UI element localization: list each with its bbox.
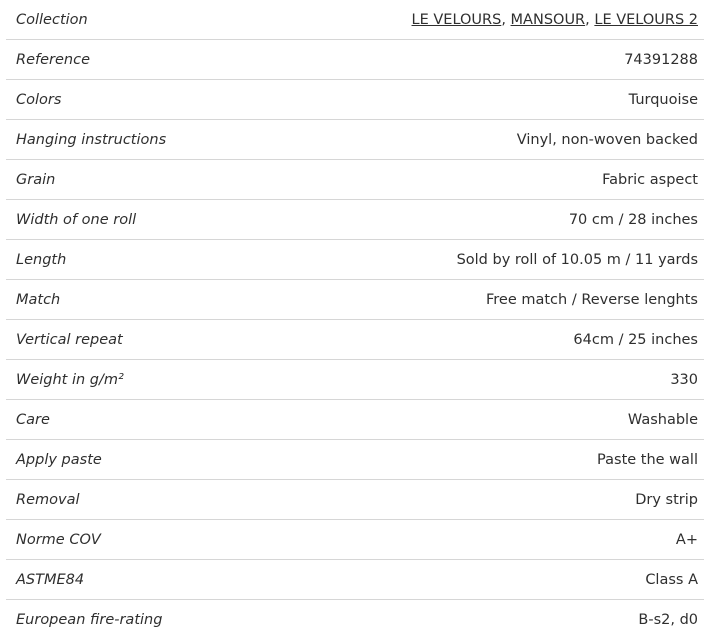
- spec-label: European fire-rating: [16, 612, 163, 628]
- spec-label: Apply paste: [16, 451, 102, 468]
- spec-value: B-s2, d0: [638, 612, 698, 628]
- spec-value: Dry strip: [635, 491, 698, 508]
- spec-row-weight: [6, 360, 704, 400]
- spec-label: Care: [16, 411, 50, 428]
- spec-label: Grain: [16, 171, 56, 188]
- spec-row-hanging-instructions: [6, 120, 704, 160]
- spec-row-removal: [6, 480, 704, 520]
- spec-value: Paste the wall: [597, 451, 698, 468]
- spec-value: 74391288: [624, 51, 698, 68]
- spec-value: 330: [670, 371, 698, 388]
- spec-value: Sold by roll of 10.05 m / 11 yards: [456, 251, 698, 268]
- spec-label: Length: [16, 251, 67, 268]
- spec-row-vertical-repeat: [6, 320, 704, 360]
- spec-value: Class A: [645, 571, 698, 588]
- spec-row-care: [6, 400, 704, 440]
- spec-value: 70 cm / 28 inches: [568, 211, 698, 228]
- spec-label: Weight in g/m²: [16, 371, 124, 388]
- spec-row-match: [6, 280, 704, 320]
- spec-row-collection: [6, 0, 704, 40]
- spec-value: Vinyl, non-woven backed: [516, 131, 698, 148]
- spec-label: Reference: [16, 51, 90, 68]
- spec-value: Free match / Reverse lenghts: [485, 291, 698, 308]
- spec-row-width-of-one-roll: [6, 200, 704, 240]
- spec-row-norme-cov: [6, 520, 704, 560]
- spec-value: Turquoise: [628, 91, 698, 108]
- spec-label: Vertical repeat: [16, 331, 123, 348]
- spec-row-astme84: [6, 560, 704, 600]
- spec-value: A+: [675, 531, 698, 548]
- spec-value: 64cm / 25 inches: [573, 331, 698, 348]
- spec-row-length: [6, 240, 704, 280]
- collection-link-mansour[interactable]: MANSOUR: [510, 11, 586, 28]
- spec-label: ASTME84: [16, 571, 85, 588]
- spec-label: Removal: [16, 491, 80, 508]
- spec-row-reference: [6, 40, 704, 80]
- collection-link-le-velours-2[interactable]: LE VELOURS 2: [594, 11, 698, 28]
- link-separator: ,: [501, 11, 511, 28]
- spec-label: Colors: [16, 91, 62, 108]
- spec-row-apply-paste: [6, 440, 704, 480]
- spec-label: Collection: [16, 11, 88, 28]
- spec-label: Match: [16, 291, 61, 308]
- link-separator: ,: [585, 11, 595, 28]
- spec-value: Washable: [627, 411, 698, 428]
- spec-row-colors: [6, 80, 704, 120]
- collection-link-le-velours[interactable]: LE VELOURS: [411, 11, 502, 28]
- collection-links: [412, 12, 698, 28]
- spec-row-european-fire-rating: [6, 600, 704, 640]
- spec-label: Width of one roll: [16, 211, 137, 228]
- spec-label: Hanging instructions: [16, 131, 167, 148]
- spec-row-grain: [6, 160, 704, 200]
- spec-label: Norme COV: [16, 531, 101, 548]
- spec-value: Fabric aspect: [602, 171, 698, 188]
